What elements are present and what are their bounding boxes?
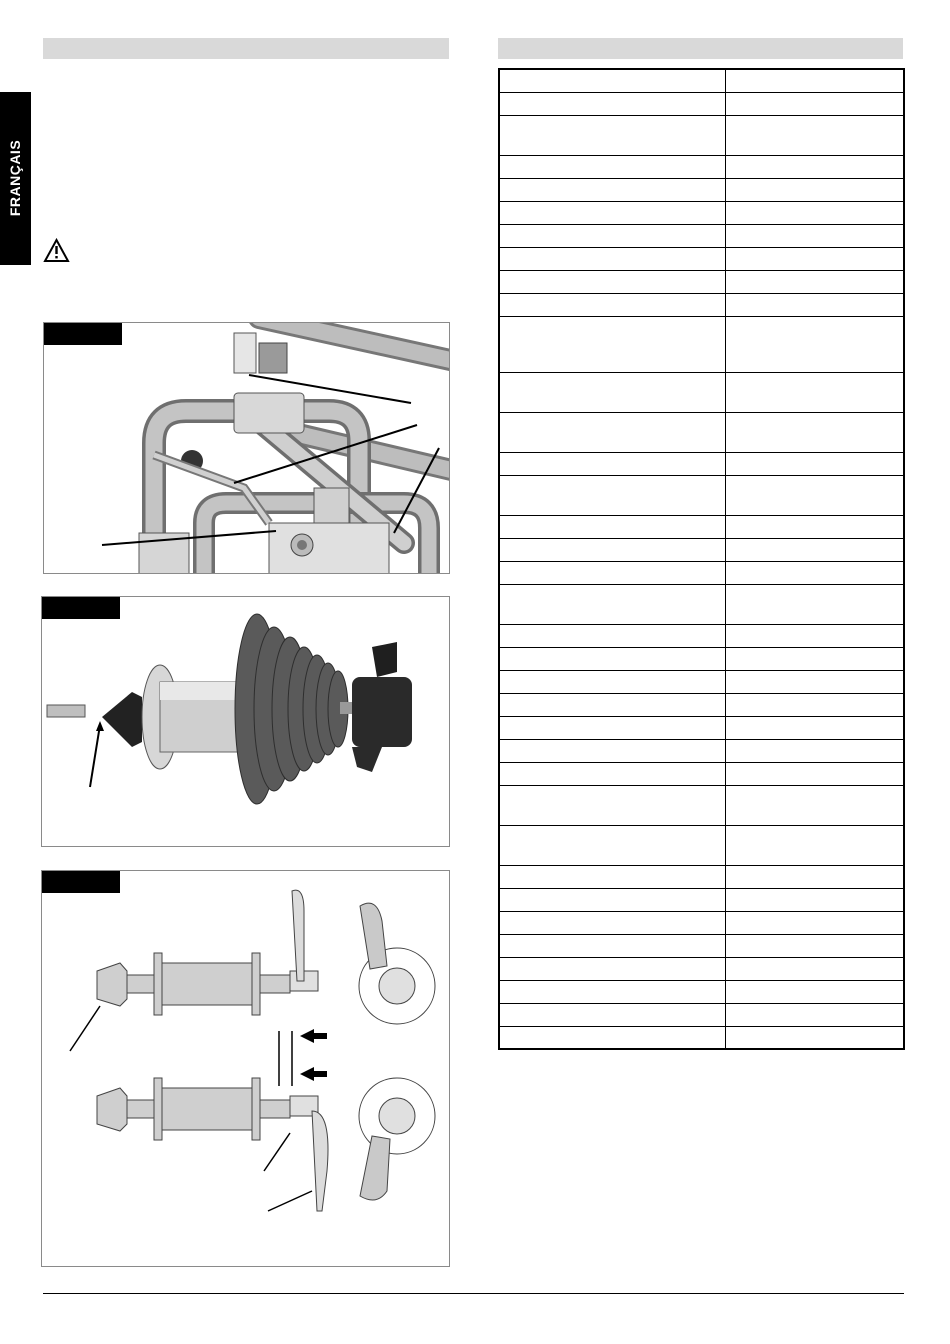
table-cell-value (726, 716, 905, 739)
table-cell-label (499, 825, 726, 865)
table-cell-value (726, 372, 905, 412)
table-cell-label (499, 69, 726, 92)
table-row (499, 716, 904, 739)
table-row (499, 739, 904, 762)
table-cell-label (499, 647, 726, 670)
table-row (499, 270, 904, 293)
table-row (499, 316, 904, 372)
table-cell-label (499, 980, 726, 1003)
table-cell-value (726, 69, 905, 92)
table-cell-value (726, 412, 905, 452)
table-cell-label (499, 412, 726, 452)
table-cell-label (499, 670, 726, 693)
table-cell-value (726, 865, 905, 888)
table-cell-label (499, 693, 726, 716)
table-cell-value (726, 693, 905, 716)
table-row (499, 293, 904, 316)
table-cell-value (726, 561, 905, 584)
table-cell-label (499, 624, 726, 647)
table-cell-value (726, 224, 905, 247)
table-cell-value (726, 247, 905, 270)
table-row (499, 115, 904, 155)
table-cell-value (726, 980, 905, 1003)
table-cell-label (499, 957, 726, 980)
figure-frame-assembly (43, 322, 450, 574)
table-row (499, 1026, 904, 1049)
table-row (499, 957, 904, 980)
table-row (499, 538, 904, 561)
table-cell-value (726, 270, 905, 293)
table-cell-label (499, 934, 726, 957)
table-cell-label (499, 475, 726, 515)
table-row (499, 785, 904, 825)
table-cell-value (726, 739, 905, 762)
table-cell-label (499, 115, 726, 155)
hub-illustration (42, 597, 449, 846)
table-row (499, 670, 904, 693)
table-row (499, 865, 904, 888)
table-row (499, 934, 904, 957)
table-cell-value (726, 825, 905, 865)
table-row (499, 888, 904, 911)
table-cell-value (726, 957, 905, 980)
table-row (499, 452, 904, 475)
table-row (499, 92, 904, 115)
table-cell-value (726, 515, 905, 538)
table-cell-label (499, 762, 726, 785)
table-row (499, 624, 904, 647)
table-cell-value (726, 178, 905, 201)
table-cell-value (726, 785, 905, 825)
table-cell-value (726, 762, 905, 785)
table-cell-label (499, 270, 726, 293)
table-cell-value (726, 538, 905, 561)
table-cell-label (499, 247, 726, 270)
table-cell-value (726, 293, 905, 316)
table-row (499, 155, 904, 178)
table-cell-value (726, 316, 905, 372)
table-cell-value (726, 624, 905, 647)
table-row (499, 515, 904, 538)
table-cell-value (726, 934, 905, 957)
table-cell-label (499, 888, 726, 911)
table-row (499, 412, 904, 452)
table-cell-label (499, 1003, 726, 1026)
table-row (499, 825, 904, 865)
table-cell-label (499, 316, 726, 372)
figure-rear-hub-cassette (41, 596, 450, 847)
table-cell-value (726, 452, 905, 475)
specification-table-body (499, 69, 904, 1049)
table-row (499, 247, 904, 270)
table-cell-label (499, 293, 726, 316)
language-label: FRANÇAIS (7, 139, 23, 217)
table-cell-label (499, 155, 726, 178)
table-cell-label (499, 92, 726, 115)
table-cell-value (726, 92, 905, 115)
table-cell-label (499, 224, 726, 247)
table-cell-label (499, 178, 726, 201)
figure-quick-release (41, 870, 450, 1267)
table-row (499, 1003, 904, 1026)
table-row (499, 69, 904, 92)
table-cell-value (726, 1003, 905, 1026)
table-row (499, 201, 904, 224)
table-row (499, 647, 904, 670)
table-cell-value (726, 155, 905, 178)
table-cell-value (726, 115, 905, 155)
right-section-header-bar (498, 38, 903, 59)
left-section-header-bar (43, 38, 449, 59)
table-row (499, 762, 904, 785)
table-row (499, 178, 904, 201)
table-row (499, 561, 904, 584)
table-row (499, 475, 904, 515)
quick-release-illustration (42, 871, 449, 1266)
table-cell-value (726, 911, 905, 934)
table-cell-label (499, 739, 726, 762)
table-cell-label (499, 372, 726, 412)
table-cell-value (726, 888, 905, 911)
frame-illustration (44, 323, 449, 573)
table-cell-value (726, 584, 905, 624)
table-cell-label (499, 515, 726, 538)
table-cell-value (726, 670, 905, 693)
table-cell-label (499, 1026, 726, 1049)
table-row (499, 224, 904, 247)
table-cell-label (499, 865, 726, 888)
table-cell-value (726, 647, 905, 670)
footer-rule (43, 1293, 904, 1294)
table-row (499, 911, 904, 934)
table-cell-label (499, 201, 726, 224)
table-cell-label (499, 911, 726, 934)
specification-table (498, 68, 905, 1050)
table-cell-label (499, 538, 726, 561)
table-row (499, 693, 904, 716)
table-cell-label (499, 561, 726, 584)
table-row (499, 584, 904, 624)
table-cell-label (499, 584, 726, 624)
table-cell-value (726, 1026, 905, 1049)
table-cell-value (726, 475, 905, 515)
table-cell-label (499, 785, 726, 825)
table-row (499, 372, 904, 412)
warning-triangle-icon (43, 238, 70, 268)
table-cell-value (726, 201, 905, 224)
table-cell-label (499, 716, 726, 739)
table-cell-label (499, 452, 726, 475)
table-row (499, 980, 904, 1003)
